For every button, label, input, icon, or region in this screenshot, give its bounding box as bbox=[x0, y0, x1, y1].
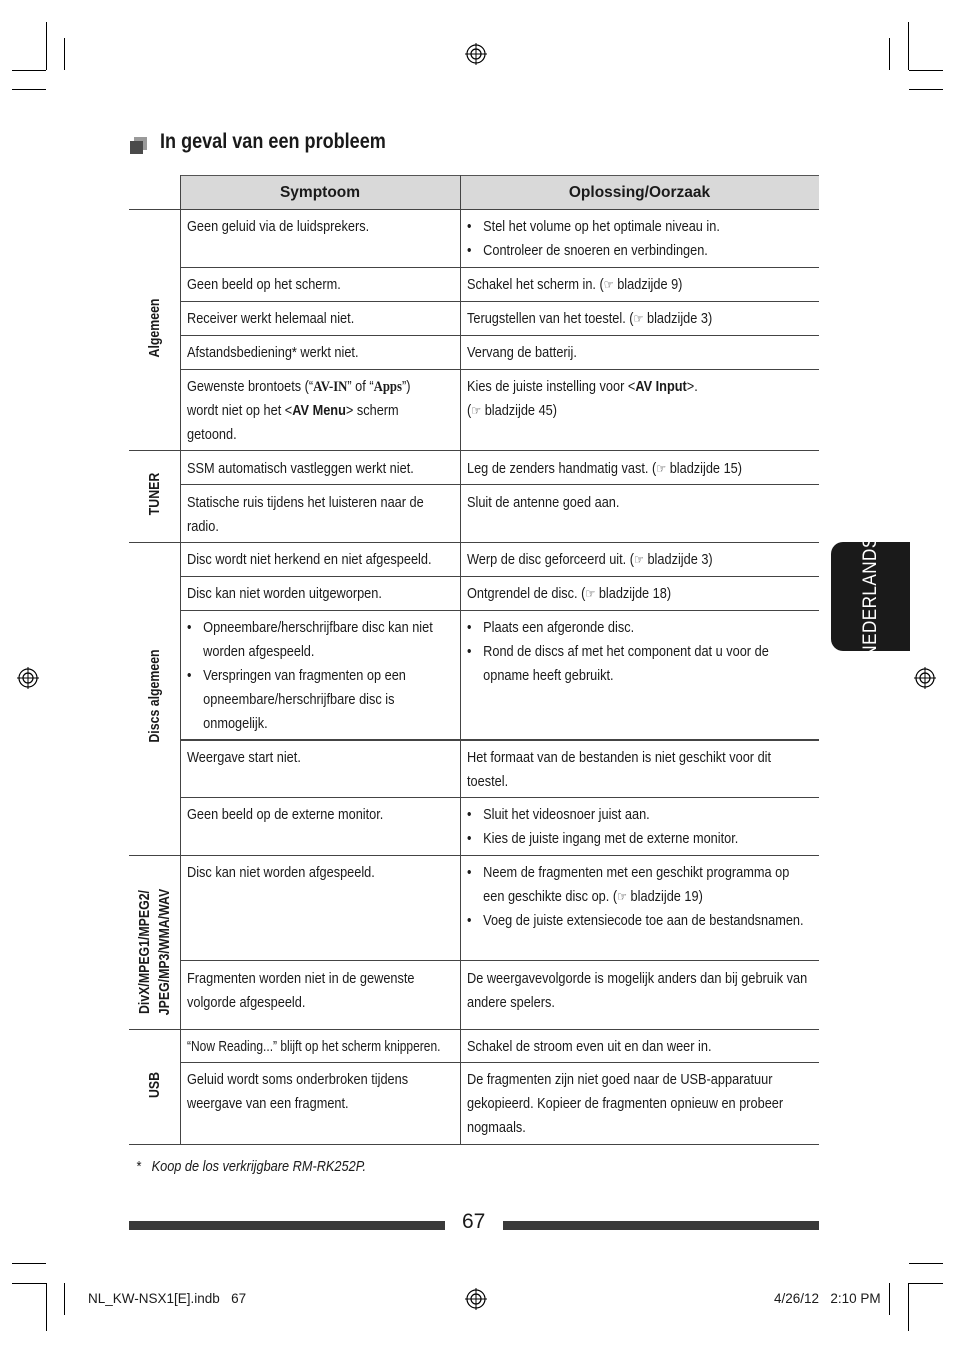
solution-text: ( bbox=[467, 402, 472, 419]
slug-date: 4/26/12 bbox=[774, 1291, 820, 1306]
registration-mark-icon bbox=[914, 667, 936, 689]
slug-time: 2:10 PM bbox=[830, 1291, 881, 1306]
table-row-13-symptom: Disc kan niet worden afgespeeld. bbox=[187, 864, 375, 881]
category-divx bbox=[135, 880, 175, 1025]
language-tab-label: NEDERLANDS bbox=[859, 535, 881, 658]
footnote bbox=[136, 1158, 366, 1175]
solution-text: Terugstellen van het toestel. ( bbox=[467, 310, 634, 327]
list-item: • Stel het volume op het optimale niveau in. bbox=[467, 215, 807, 239]
solution-text: Schakel het scherm in. ( bbox=[467, 276, 604, 293]
category-tuner: TUNER bbox=[147, 472, 163, 516]
table-row-14-symptom: Fragmenten worden niet in de gewenste volgorde afgespeeld. bbox=[187, 970, 415, 1011]
table-row-13-solution bbox=[467, 861, 811, 933]
page-bar-left bbox=[129, 1221, 445, 1230]
category-divx-line2: JPEG/MP3/WMA/WAV bbox=[157, 888, 173, 1016]
header-solution: Oplossing/Oorzaak bbox=[568, 184, 711, 201]
table-row-7-symptom: Statische ruis tijdens het luisteren naar de radio. bbox=[187, 494, 424, 535]
list-item: • Verspringen van fragmenten op een opneembare/herschrijfbare disc is onmogelijk. bbox=[187, 664, 455, 736]
symptom-text: getoond. bbox=[187, 426, 237, 443]
solution-text: Werp de disc geforceerd uit. ( bbox=[467, 551, 635, 568]
section-title: In geval van een probleem bbox=[160, 130, 386, 153]
table-row-16-solution: De fragmenten zijn niet goed naar de USB-apparatuur gekopieerd. Kopieer de fragmenten opnieuw en probeer nogmaals. bbox=[467, 1071, 784, 1136]
category-divx-line1: DivX/MPEG1/MPEG2/ bbox=[137, 890, 153, 1014]
category-usb: USB bbox=[147, 1071, 163, 1099]
registration-mark-icon bbox=[17, 667, 39, 689]
footnote-mark: * bbox=[136, 1158, 141, 1175]
registration-mark-icon bbox=[465, 43, 487, 65]
reference-hand-icon: ☞ bbox=[585, 586, 596, 601]
table-row-9-symptom: Disc kan niet worden uitgeworpen. bbox=[187, 585, 382, 602]
page-reference: bladzijde 18) bbox=[595, 585, 672, 602]
list-item: • Rond de discs af met het component dat u voor de opname heeft gebruikt. bbox=[467, 640, 803, 688]
reference-hand-icon: ☞ bbox=[617, 889, 628, 904]
table-header bbox=[180, 175, 819, 210]
table-row-15-solution: Schakel de stroom even uit en dan weer in. bbox=[467, 1038, 712, 1055]
table-row-5-solution bbox=[467, 375, 807, 423]
list-item: • Plaats een afgeronde disc. bbox=[467, 616, 803, 640]
symptom-text: > scherm bbox=[345, 402, 399, 419]
list-item: • Voeg de juiste extensiecode toe aan de bestandsnamen. bbox=[467, 909, 811, 933]
table-row-8-solution bbox=[467, 548, 807, 572]
table-row-2-symptom: Geen beeld op het scherm. bbox=[187, 276, 341, 293]
solution-text: Kies de juiste instelling voor < bbox=[467, 378, 636, 395]
symptom-text: Gewenste brontoets (“ bbox=[187, 378, 314, 395]
table-row-9-solution bbox=[467, 582, 807, 606]
page-reference: bladzijde 19) bbox=[627, 888, 703, 905]
table-row-6-symptom: SSM automatisch vastleggen werkt niet. bbox=[187, 460, 414, 477]
section-square-icon bbox=[130, 137, 147, 154]
table-row-10-solution bbox=[467, 616, 803, 688]
reference-hand-icon: ☞ bbox=[634, 552, 644, 567]
list-item bbox=[467, 861, 811, 909]
table-row-7-solution: Sluit de antenne goed aan. bbox=[467, 494, 620, 511]
page-reference: bladzijde 9) bbox=[613, 276, 683, 293]
reference-hand-icon: ☞ bbox=[633, 311, 644, 326]
table-row-10-symptom bbox=[187, 616, 455, 736]
symptom-text: ” of “ bbox=[347, 378, 374, 395]
solution-text: Ontgrendel de disc. ( bbox=[467, 585, 586, 602]
slug-page: 67 bbox=[231, 1291, 247, 1306]
reference-hand-icon: ☞ bbox=[656, 461, 667, 476]
page-reference: bladzijde 3) bbox=[643, 551, 713, 568]
page-reference: bladzijde 45) bbox=[481, 402, 558, 419]
table-row-5-symptom bbox=[187, 375, 468, 447]
category-discs: Discs algemeen bbox=[147, 649, 163, 743]
list-item: • Sluit het videosnoer juist aan. bbox=[467, 803, 807, 827]
page-bar-right bbox=[503, 1221, 819, 1230]
key-label-av-in: AV-IN bbox=[313, 379, 348, 395]
page-number: 67 bbox=[462, 1210, 486, 1233]
reference-hand-icon: ☞ bbox=[471, 403, 482, 418]
table-row-14-solution: De weergavevolgorde is mogelijk anders dan bij gebruik van andere spelers. bbox=[467, 970, 808, 1011]
solution-text: Neem de fragmenten met een geschikt programma op een geschikte disc op. ( bbox=[483, 864, 790, 905]
table-row-2-solution bbox=[467, 273, 807, 297]
table-row-1-symptom: Geen geluid via de luidsprekers. bbox=[187, 218, 370, 235]
list-item: • Kies de juiste ingang met de externe monitor. bbox=[467, 827, 807, 851]
menu-label-av-menu: AV Menu bbox=[292, 402, 346, 419]
table-row-11-symptom: Weergave start niet. bbox=[187, 749, 301, 766]
page-reference: bladzijde 15) bbox=[666, 460, 743, 477]
symptom-text: ”) bbox=[401, 378, 411, 395]
table-row-12-symptom: Geen beeld op de externe monitor. bbox=[187, 806, 384, 823]
menu-label-av-input: AV Input bbox=[635, 378, 687, 395]
key-label-apps: Apps bbox=[373, 379, 402, 395]
solution-text: Leg de zenders handmatig vast. ( bbox=[467, 460, 657, 477]
table-row-6-solution bbox=[467, 457, 807, 481]
symptom-text: wordt niet op het < bbox=[187, 402, 293, 419]
reference-hand-icon: ☞ bbox=[603, 277, 614, 292]
table-row-1-solution bbox=[467, 215, 807, 263]
list-item: • Opneembare/herschrijfbare disc kan niet worden afgespeeld. bbox=[187, 616, 455, 664]
table-row-4-solution: Vervang de batterij. bbox=[467, 344, 577, 361]
table-row-3-solution bbox=[467, 307, 807, 331]
solution-text: >. bbox=[686, 378, 698, 395]
page-reference: bladzijde 3) bbox=[643, 310, 713, 327]
header-symptom: Symptoom bbox=[279, 184, 361, 201]
slug-datetime bbox=[774, 1291, 881, 1306]
table-row-11-solution: Het formaat van de bestanden is niet geschikt voor dit toestel. bbox=[467, 749, 772, 790]
table-row-8-symptom: Disc wordt niet herkend en niet afgespeeld. bbox=[187, 551, 432, 568]
table-row-4-symptom: Afstandsbediening* werkt niet. bbox=[187, 344, 359, 361]
table-row-15-symptom: “Now Reading...” blijft op het scherm knipperen. bbox=[187, 1038, 441, 1055]
category-algemeen: Algemeen bbox=[147, 298, 163, 358]
language-tab bbox=[831, 535, 910, 658]
footnote-text: Koop de los verkrijgbare RM-RK252P. bbox=[151, 1158, 367, 1175]
registration-mark-icon bbox=[465, 1288, 487, 1310]
table-row-12-solution bbox=[467, 803, 807, 851]
table-row-16-symptom: Geluid wordt soms onderbroken tijdens weergave van een fragment. bbox=[187, 1071, 409, 1112]
list-item: • Controleer de snoeren en verbindingen. bbox=[467, 239, 807, 263]
slug-filename: NL_KW-NSX1[E].indb bbox=[88, 1291, 220, 1306]
table-row-3-symptom: Receiver werkt helemaal niet. bbox=[187, 310, 355, 327]
slug-file bbox=[88, 1291, 246, 1306]
